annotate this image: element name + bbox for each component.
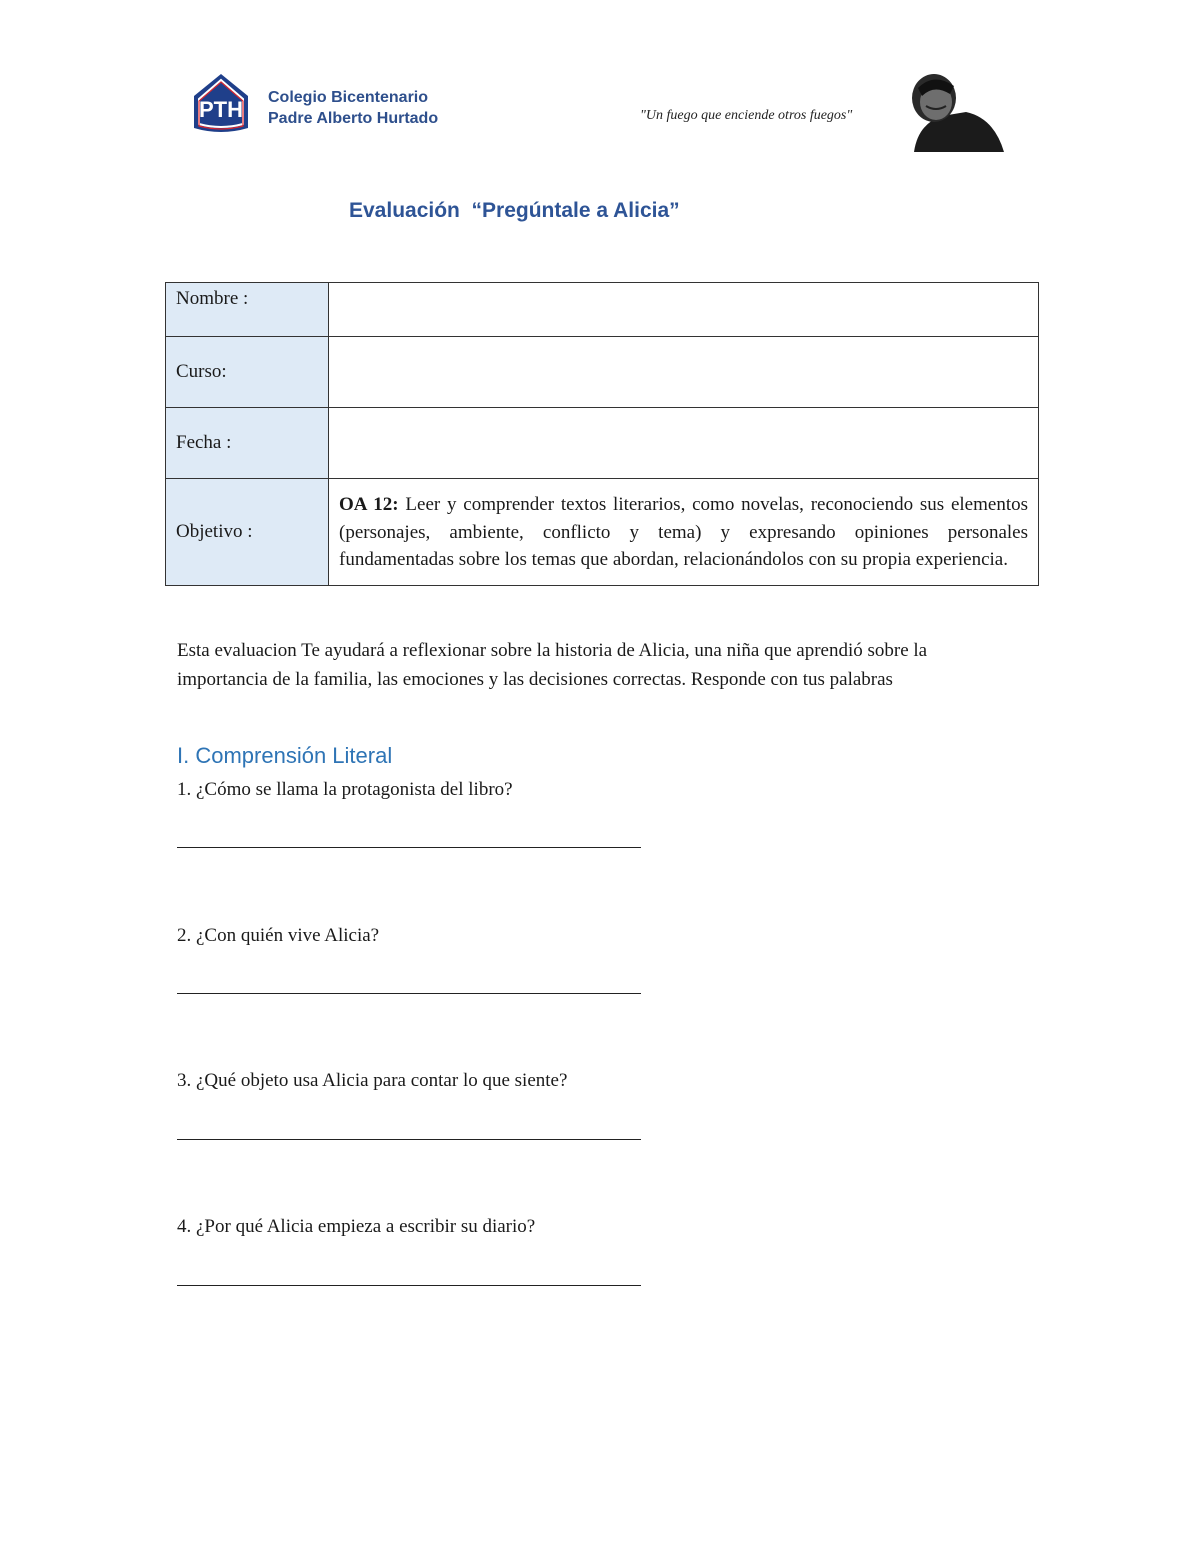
nombre-label: Nombre : — [166, 283, 329, 337]
school-logo — [188, 72, 254, 134]
svg-text:PTH: PTH — [199, 97, 243, 122]
nombre-row — [166, 283, 1039, 337]
answer-line-3[interactable] — [177, 1139, 641, 1140]
question-3: 3. ¿Qué objeto usa Alicia para contar lo que siente? — [177, 1070, 568, 1091]
school-name — [268, 87, 438, 129]
answer-line-4[interactable] — [177, 1285, 641, 1286]
document-title: Evaluación “Pregúntale a Alicia” — [349, 199, 680, 222]
answer-line-2[interactable] — [177, 993, 641, 994]
curso-label: Curso: — [166, 337, 329, 408]
student-info-table — [165, 282, 1039, 586]
objetivo-code: OA 12: — [339, 494, 399, 516]
school-motto: "Un fuego que enciende otros fuegos" — [640, 108, 853, 123]
curso-field[interactable] — [329, 337, 1039, 408]
portrait-image — [904, 72, 1006, 152]
objetivo-text-block — [339, 490, 1028, 574]
objetivo-label: Objetivo : — [166, 479, 329, 586]
fecha-label: Fecha : — [166, 408, 329, 479]
school-name-line2: Padre Alberto Hurtado — [268, 110, 439, 127]
intro-paragraph: Esta evaluacion Te ayudará a reflexionar sobre la historia de Alicia, una niña que aprendió sobre la importancia de la familia, las emociones y las decisiones correctas. Responde con tus palabras — [177, 640, 928, 690]
answer-line-1[interactable] — [177, 847, 641, 848]
school-name-line1: Colegio Bicentenario — [268, 89, 429, 106]
curso-row — [166, 337, 1039, 408]
objetivo-row — [166, 479, 1039, 586]
nombre-field[interactable] — [329, 283, 1039, 337]
objetivo-description: Leer y comprender textos literarios, como novelas, reconociendo sus elementos (personajes, ambiente, conflicto y tema) y expresando opiniones personales fundamentadas sobre los temas que abordan, relacionándolos con su propia experiencia. — [339, 494, 1029, 571]
objetivo-cell — [329, 479, 1039, 586]
question-2: 2. ¿Con quién vive Alicia? — [177, 925, 380, 946]
fecha-field[interactable] — [329, 408, 1039, 479]
question-1: 1. ¿Cómo se llama la protagonista del libro? — [177, 779, 513, 800]
question-4: 4. ¿Por qué Alicia empieza a escribir su diario? — [177, 1216, 536, 1237]
fecha-row — [166, 408, 1039, 479]
section-heading: I. Comprensión Literal — [177, 743, 393, 768]
